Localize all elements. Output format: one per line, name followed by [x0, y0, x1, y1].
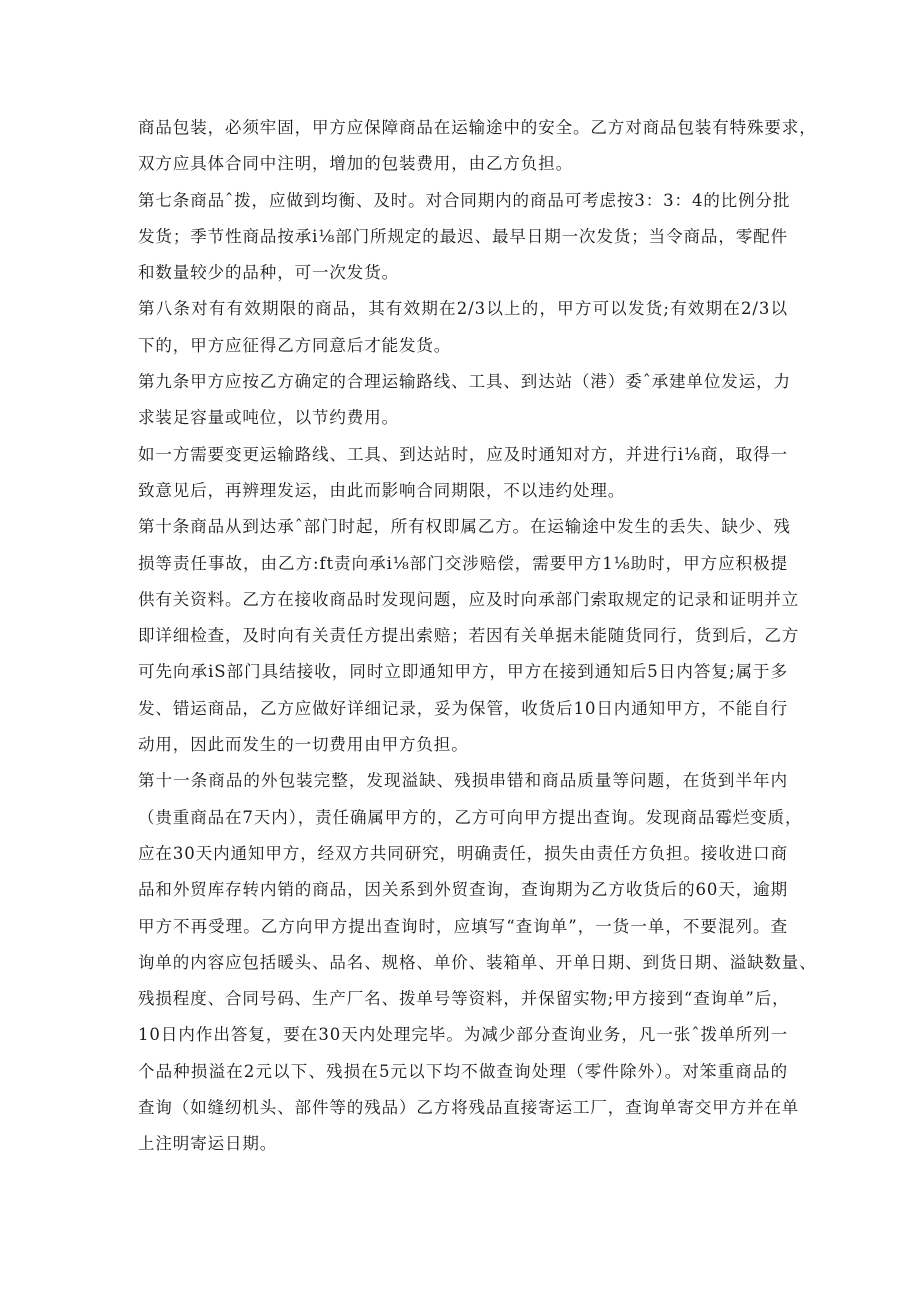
text-line: 第十条商品从到达承ˆ部门时起，所有权即属乙方。在运输途中发生的丢失、缺少、残	[138, 517, 791, 537]
text-line: 查询（如缝纫机头、部件等的残品）乙方将残品直接寄运工厂，查询单寄交甲方并在单	[138, 1098, 800, 1118]
text-line: 下的，甲方应征得乙方同意后才能发货。	[138, 335, 452, 355]
text-line: 可先向承iS部门具结接收，同时立即通知甲方，甲方在接到通知后5日内答复;属于多	[138, 662, 788, 682]
text-line: 发货；季节性商品按承i⅛部门所规定的最迟、最早日期一次发货；当令商品，零配件	[138, 226, 788, 246]
text-line: 第九条甲方应按乙方确定的合理运输路线、工具、到达站（港）委ˆ承建单位发运，力	[138, 372, 791, 392]
text-line: 品和外贸库存转内销的商品，因关系到外贸查询，查询期为乙方收货后的60天，逾期	[138, 880, 788, 900]
text-line: 残损程度、合同号码、生产厂名、拨单号等资料，并保留实物;甲方接到“查询单”后，	[138, 989, 790, 1009]
text-line: 发、错运商品，乙方应做好详细记录，妥为保管，收货后10日内通知甲方，不能自行	[138, 698, 788, 718]
text-line: 损等责任事故，由乙方:ft责向承i⅛部门交涉赔偿，需要甲方1⅛助时，甲方应积极提	[138, 553, 788, 573]
text-line: 双方应具体合同中注明，增加的包装费用，由乙方负担。	[138, 154, 573, 174]
text-line: 10日内作出答复，要在30天内处理完毕。为减少部分查询业务，凡一张ˆ拨单所列一	[138, 1025, 788, 1045]
text-line: 第七条商品ˆ拨，应做到均衡、及时。对合同期内的商品可考虑按3：3：4的比例分批	[138, 190, 791, 210]
text-line: 第十一条商品的外包装完整，发现溢缺、残损串错和商品质量等问题，在货到半年内	[138, 771, 788, 791]
text-line: 上注明寄运日期。	[138, 1134, 278, 1154]
text-line: 动用，因此而发生的一切费用由甲方负担。	[138, 735, 469, 755]
text-line: 供有关资料。乙方在接收商品时发现问题，应及时向承部门索取规定的记录和证明并立	[138, 589, 800, 609]
text-line: 商品包装，必须牢固，甲方应保障商品在运输途中的安全。乙方对商品包装有特殊要求，	[138, 118, 817, 137]
text-line: 甲方不再受理。乙方向甲方提出查询时，应填写“查询单”，一货一单，不要混列。查	[138, 916, 788, 936]
text-line: 即详细检查，及时向有关责任方提出索赔；若因有关单据未能随货同行，货到后，乙方	[138, 626, 800, 646]
document-body	[138, 110, 817, 1163]
text-line: 和数量较少的品种，可一次发货。	[138, 263, 399, 283]
text-line: 应在30天内通知甲方，经双方共同研究，明确责任，损失由责任方负担。接收进口商	[138, 843, 788, 863]
text-line: 求装足容量或吨位，以节约费用。	[138, 408, 399, 428]
text-line: 第八条对有有效期限的商品，其有效期在2/3以上的，甲方可以发货;有效期在2/3以	[138, 299, 788, 319]
text-line: 询单的内容应包括暖头、品名、规格、单价、装箱单、开单日期、到货日期、溢缺数量、	[138, 952, 817, 972]
text-line: 致意见后，再辨理发运，由此而影响合同期限，不以违约处理。	[138, 480, 626, 500]
text-line: 个品种损溢在2元以下、残损在5元以下均不做查询处理（零件除外）。对笨重商品的	[138, 1061, 788, 1081]
text-line: 如一方需要变更运输路线、工具、到达站时，应及时通知对方，并进行i⅛商，取得一	[138, 444, 788, 464]
text-line: （贵重商品在7天内），责任确属甲方的，乙方可向甲方提出查询。发现商品霉烂变质，	[138, 807, 803, 827]
